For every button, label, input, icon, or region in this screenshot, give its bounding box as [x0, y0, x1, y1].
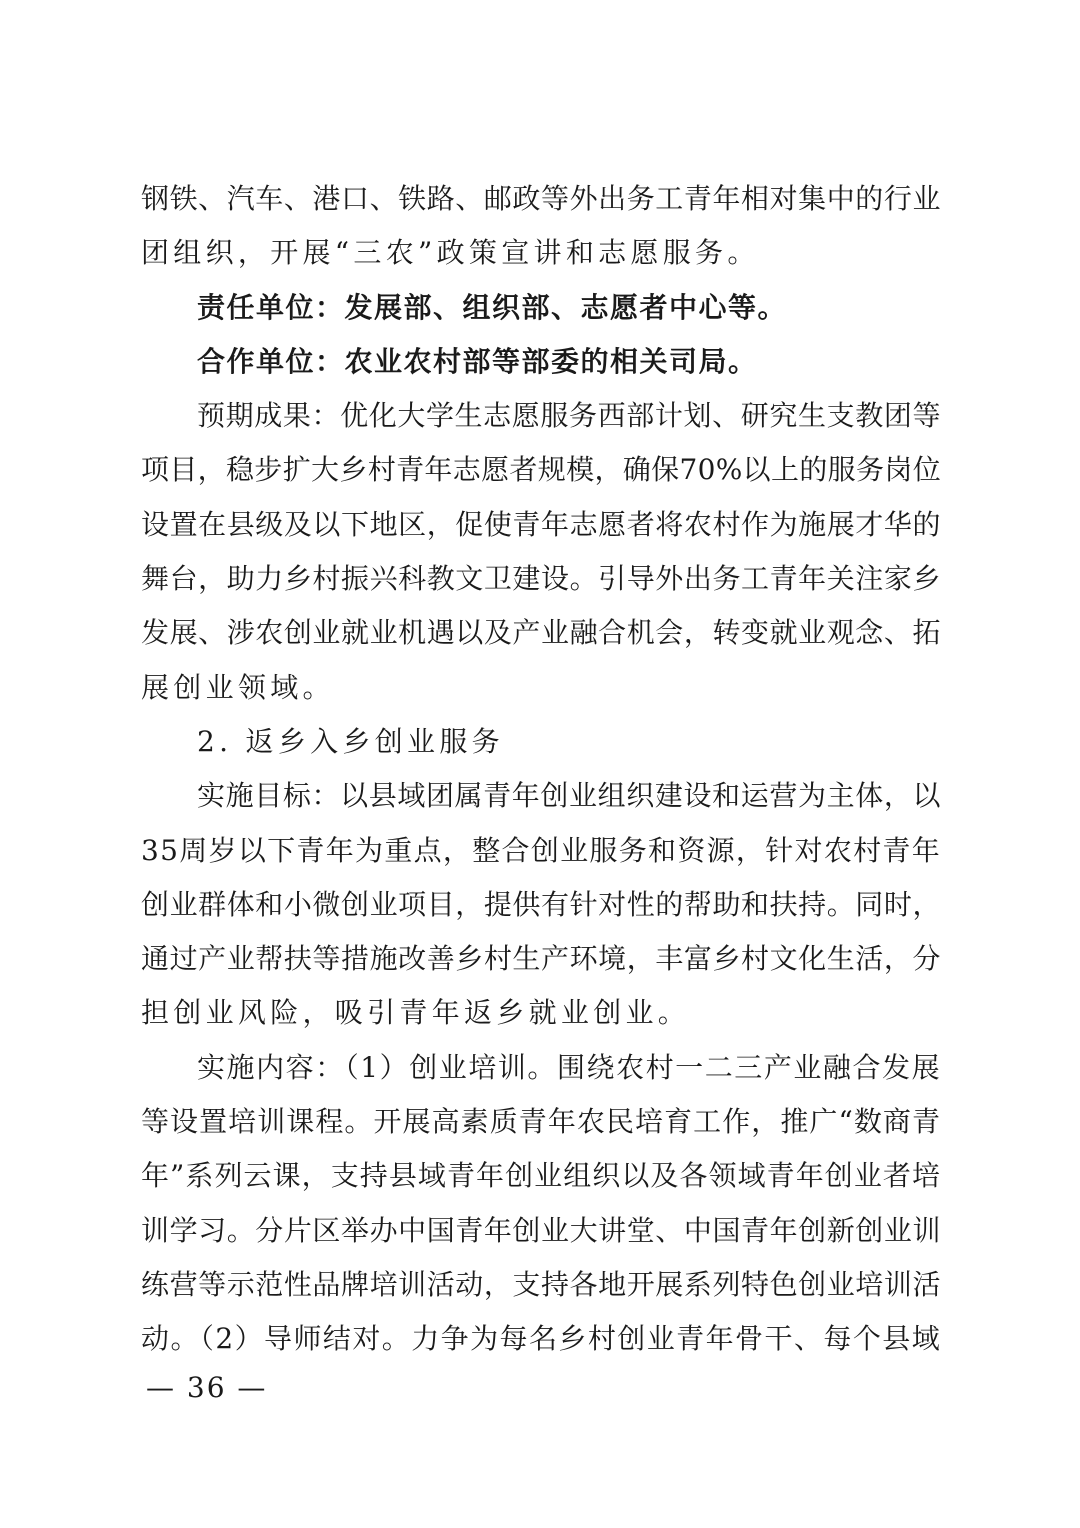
paragraph-line: 实施内容：（1）创业培训。围绕农村一二三产业融合发展 — [197, 1050, 942, 1084]
paragraph-line: 钢铁、汽车、港口、铁路、邮政等外出务工青年相对集中的行业 — [141, 182, 941, 215]
paragraph-line: 项目，稳步扩大乡村青年志愿者规模，确保70%以上的服务岗位 — [141, 453, 941, 487]
bold-paragraph-line: 责任单位：发展部、组织部、志愿者中心等。 — [197, 290, 788, 324]
page-number: — 36 — — [146, 1371, 268, 1404]
paragraph-line: 实施目标：以县域团属青年创业组织建设和运营为主体，以 — [197, 779, 941, 813]
paragraph-line: 展创业领域。 — [141, 670, 335, 704]
paragraph-line: 2. 返乡入乡创业服务 — [197, 724, 504, 758]
paragraph-line: 动。（2）导师结对。力争为每名乡村创业青年骨干、每个县域 — [141, 1322, 941, 1356]
paragraph-line: 创业群体和小微创业项目，提供有针对性的帮助和扶持。同时， — [141, 887, 941, 921]
paragraph-line: 担创业风险，吸引青年返乡就业创业。 — [141, 996, 691, 1030]
paragraph-line: 预期成果：优化大学生志愿服务西部计划、研究生支教团等 — [197, 399, 941, 433]
bold-paragraph-line: 合作单位：农业农村部等部委的相关司局。 — [197, 344, 758, 378]
paragraph-line: 团组织，开展“三农”政策宣讲和志愿服务。 — [141, 236, 760, 270]
paragraph-line: 发展、涉农创业就业机遇以及产业融合机会，转变就业观念、拓 — [141, 616, 941, 650]
document-body — [141, 172, 941, 1367]
paragraph-line: 等设置培训课程。开展高素质青年农民培育工作，推广“数商青 — [141, 1105, 941, 1139]
paragraph-line: 练营等示范性品牌培训活动，支持各地开展系列特色创业培训活 — [141, 1267, 941, 1301]
paragraph-line: 35周岁以下青年为重点，整合创业服务和资源，针对农村青年 — [141, 833, 942, 867]
paragraph-line: 设置在县级及以下地区，促使青年志愿者将农村作为施展才华的 — [141, 507, 941, 541]
paragraph-line: 通过产业帮扶等措施改善乡村生产环境，丰富乡村文化生活，分 — [141, 942, 941, 976]
paragraph-line: 舞台，助力乡村振兴科教文卫建设。引导外出务工青年关注家乡 — [141, 562, 941, 596]
paragraph-line: 年”系列云课，支持县域青年创业组织以及各领域青年创业者培 — [141, 1159, 941, 1193]
paragraph-line: 训学习。分片区举办中国青年创业大讲堂、中国青年创新创业训 — [141, 1213, 941, 1247]
